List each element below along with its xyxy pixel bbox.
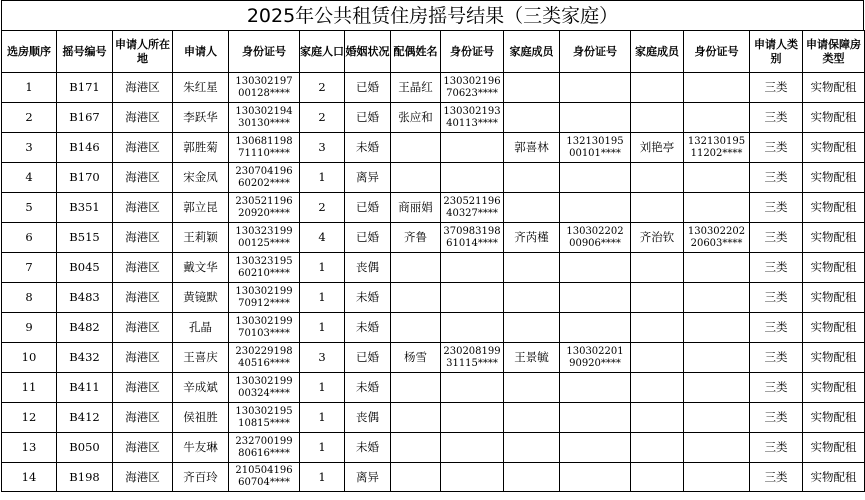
table-cell: 辛成斌 — [173, 373, 229, 403]
table-cell: B482 — [57, 313, 113, 343]
table-cell: 王景毓 — [504, 343, 560, 373]
table-cell: 130302202 00906**** — [560, 223, 631, 253]
table-cell: 实物配租 — [803, 463, 865, 492]
table-cell: 齐鲁 — [391, 223, 441, 253]
table-cell: 6 — [2, 223, 57, 253]
table-cell — [684, 253, 750, 283]
table-cell: 10 — [2, 343, 57, 373]
table-cell: 12 — [2, 403, 57, 433]
table-cell: 130302199 00324**** — [229, 373, 300, 403]
table-row — [2, 73, 865, 103]
table-cell: 3 — [300, 343, 345, 373]
table-cell: 1 — [300, 313, 345, 343]
table-cell: 已婚 — [345, 343, 391, 373]
table-cell: 海港区 — [113, 193, 173, 223]
table-cell: 王莉颖 — [173, 223, 229, 253]
table-cell — [560, 253, 631, 283]
table-cell — [684, 433, 750, 463]
table-cell: 三类 — [750, 133, 803, 163]
table-cell: B171 — [57, 73, 113, 103]
table-cell: 已婚 — [345, 73, 391, 103]
table-cell: 230521196 20920**** — [229, 193, 300, 223]
table-cell: 离异 — [345, 163, 391, 193]
table-cell: 三类 — [750, 373, 803, 403]
table-row — [2, 223, 865, 253]
table-cell — [684, 283, 750, 313]
table-cell: 130302193 40113**** — [441, 103, 504, 133]
table-cell: 已婚 — [345, 103, 391, 133]
table-cell — [631, 343, 684, 373]
table-cell — [684, 193, 750, 223]
table-body — [2, 73, 865, 492]
table-cell — [504, 163, 560, 193]
table-cell: 13 — [2, 433, 57, 463]
table-cell: 1 — [300, 373, 345, 403]
table-cell — [391, 433, 441, 463]
column-header: 申请人所在地 — [113, 31, 173, 73]
table-cell: 130302201 90920**** — [560, 343, 631, 373]
table-cell: 三类 — [750, 463, 803, 492]
table-cell — [684, 463, 750, 492]
table-header — [2, 31, 865, 73]
table-cell: 海港区 — [113, 283, 173, 313]
table-cell — [391, 373, 441, 403]
table-cell: 210504196 60704**** — [229, 463, 300, 492]
table-cell: 三类 — [750, 283, 803, 313]
table-row — [2, 463, 865, 492]
table-cell: 海港区 — [113, 163, 173, 193]
table-cell: B483 — [57, 283, 113, 313]
table-cell: 实物配租 — [803, 163, 865, 193]
table-cell: B050 — [57, 433, 113, 463]
table-cell: 丧偶 — [345, 253, 391, 283]
table-cell: 李跃华 — [173, 103, 229, 133]
column-header: 婚姻状况 — [345, 31, 391, 73]
table-cell — [441, 313, 504, 343]
table-cell — [391, 403, 441, 433]
table-cell — [560, 373, 631, 403]
table-cell: 实物配租 — [803, 373, 865, 403]
table-cell — [631, 253, 684, 283]
table-cell: 实物配租 — [803, 103, 865, 133]
table-cell: 1 — [300, 253, 345, 283]
table-cell: 齐治钦 — [631, 223, 684, 253]
table-cell: 未婚 — [345, 313, 391, 343]
table-cell: 实物配租 — [803, 253, 865, 283]
table-row — [2, 343, 865, 373]
table-cell — [684, 313, 750, 343]
table-cell — [391, 313, 441, 343]
table-cell — [631, 433, 684, 463]
table-cell — [560, 313, 631, 343]
table-cell: 海港区 — [113, 73, 173, 103]
table-cell — [441, 373, 504, 403]
table-cell: 130302195 10815**** — [229, 403, 300, 433]
table-cell: 232700199 80616**** — [229, 433, 300, 463]
table-cell: B146 — [57, 133, 113, 163]
table-cell — [504, 373, 560, 403]
table-cell: 7 — [2, 253, 57, 283]
table-cell: 三类 — [750, 193, 803, 223]
table-cell: 1 — [300, 163, 345, 193]
table-cell — [684, 373, 750, 403]
table-cell — [391, 463, 441, 492]
table-cell: 海港区 — [113, 313, 173, 343]
table-cell: 2 — [300, 73, 345, 103]
table-cell: 230704196 60202**** — [229, 163, 300, 193]
table-cell: B515 — [57, 223, 113, 253]
lottery-results-table — [1, 30, 865, 492]
table-cell — [631, 373, 684, 403]
table-cell: 齐百玲 — [173, 463, 229, 492]
table-cell: 130681198 71110**** — [229, 133, 300, 163]
table-cell: 实物配租 — [803, 193, 865, 223]
column-header: 申请人 — [173, 31, 229, 73]
table-cell: 9 — [2, 313, 57, 343]
table-cell — [391, 163, 441, 193]
table-cell: 130302194 30130**** — [229, 103, 300, 133]
header-row — [2, 31, 865, 73]
table-cell: 牛友琳 — [173, 433, 229, 463]
table-cell: 戴文华 — [173, 253, 229, 283]
table-cell: B432 — [57, 343, 113, 373]
table-cell: 杨雪 — [391, 343, 441, 373]
table-row — [2, 163, 865, 193]
table-cell — [684, 343, 750, 373]
table-cell: 2 — [300, 193, 345, 223]
table-cell — [684, 163, 750, 193]
table-cell: 三类 — [750, 343, 803, 373]
table-cell: 海港区 — [113, 133, 173, 163]
table-cell: 实物配租 — [803, 403, 865, 433]
table-cell — [504, 403, 560, 433]
table-cell — [631, 283, 684, 313]
table-cell: 三类 — [750, 253, 803, 283]
table-row — [2, 193, 865, 223]
table-cell — [631, 463, 684, 492]
table-cell — [391, 283, 441, 313]
table-cell: 实物配租 — [803, 433, 865, 463]
table-cell: 黄镜默 — [173, 283, 229, 313]
table-cell — [504, 283, 560, 313]
table-cell: 三类 — [750, 313, 803, 343]
table-cell: B045 — [57, 253, 113, 283]
table-cell — [441, 163, 504, 193]
table-cell: 三类 — [750, 73, 803, 103]
table-cell: 4 — [2, 163, 57, 193]
table-cell — [441, 133, 504, 163]
table-cell — [441, 463, 504, 492]
table-cell: 2 — [2, 103, 57, 133]
table-cell: 1 — [300, 463, 345, 492]
table-cell — [441, 403, 504, 433]
table-cell: 11 — [2, 373, 57, 403]
table-cell: 130302196 70623**** — [441, 73, 504, 103]
table-cell: 1 — [300, 283, 345, 313]
table-cell — [441, 283, 504, 313]
table-cell: 离异 — [345, 463, 391, 492]
table-cell — [631, 163, 684, 193]
table-cell: 海港区 — [113, 103, 173, 133]
table-cell — [441, 433, 504, 463]
table-cell: 实物配租 — [803, 313, 865, 343]
table-row — [2, 433, 865, 463]
table-cell: 230229198 40516**** — [229, 343, 300, 373]
table-cell: 三类 — [750, 223, 803, 253]
table-cell: 海港区 — [113, 373, 173, 403]
table-cell: 张应和 — [391, 103, 441, 133]
table-cell — [504, 103, 560, 133]
table-row — [2, 283, 865, 313]
table-cell — [684, 73, 750, 103]
table-cell — [560, 463, 631, 492]
table-cell — [631, 73, 684, 103]
table-cell: 侯祖胜 — [173, 403, 229, 433]
table-cell: 8 — [2, 283, 57, 313]
table-row — [2, 313, 865, 343]
table-cell: 三类 — [750, 403, 803, 433]
table-cell: 海港区 — [113, 253, 173, 283]
table-cell — [684, 403, 750, 433]
table-cell: 郭立昆 — [173, 193, 229, 223]
table-cell: 1 — [300, 403, 345, 433]
table-cell: 齐芮槿 — [504, 223, 560, 253]
table-cell: 丧偶 — [345, 403, 391, 433]
table-cell: 230208199 31115**** — [441, 343, 504, 373]
table-cell: 130302199 70103**** — [229, 313, 300, 343]
table-cell: 刘艳亭 — [631, 133, 684, 163]
table-cell: 370983198 61014**** — [441, 223, 504, 253]
table-cell: 朱红星 — [173, 73, 229, 103]
table-cell: 海港区 — [113, 463, 173, 492]
table-cell: 郭胜菊 — [173, 133, 229, 163]
table-cell: 5 — [2, 193, 57, 223]
column-header: 配偶姓名 — [391, 31, 441, 73]
table-cell: 王晶红 — [391, 73, 441, 103]
table-cell: 130323195 60210**** — [229, 253, 300, 283]
table-cell: B198 — [57, 463, 113, 492]
document-title: 2025年公共租赁住房摇号结果（三类家庭） — [1, 0, 864, 30]
table-cell: 三类 — [750, 433, 803, 463]
table-cell: 未婚 — [345, 373, 391, 403]
table-cell: 三类 — [750, 103, 803, 133]
column-header: 家庭成员 — [504, 31, 560, 73]
column-header: 家庭人口 — [300, 31, 345, 73]
table-cell: B167 — [57, 103, 113, 133]
table-row — [2, 253, 865, 283]
table-cell — [560, 193, 631, 223]
column-header: 申请保障房类型 — [803, 31, 865, 73]
table-cell — [631, 313, 684, 343]
table-cell: 已婚 — [345, 193, 391, 223]
column-header: 申请人类别 — [750, 31, 803, 73]
table-cell — [504, 463, 560, 492]
table-cell: 未婚 — [345, 133, 391, 163]
table-cell: 海港区 — [113, 403, 173, 433]
table-cell: 未婚 — [345, 283, 391, 313]
table-cell: 130323199 00125**** — [229, 223, 300, 253]
table-cell: B351 — [57, 193, 113, 223]
table-cell: 宋金凤 — [173, 163, 229, 193]
table-cell: 实物配租 — [803, 283, 865, 313]
table-cell: 132130195 00101**** — [560, 133, 631, 163]
table-row — [2, 133, 865, 163]
table-cell: 130302199 70912**** — [229, 283, 300, 313]
table-cell: 1 — [2, 73, 57, 103]
column-header: 家庭成员 — [631, 31, 684, 73]
table-cell — [631, 193, 684, 223]
table-cell: 未婚 — [345, 433, 391, 463]
table-cell: 郭喜林 — [504, 133, 560, 163]
table-cell — [391, 133, 441, 163]
table-cell: 实物配租 — [803, 133, 865, 163]
table-cell: 3 — [2, 133, 57, 163]
table-cell: 已婚 — [345, 223, 391, 253]
table-cell — [504, 433, 560, 463]
table-cell: B411 — [57, 373, 113, 403]
table-cell — [504, 193, 560, 223]
column-header: 身份证号 — [684, 31, 750, 73]
table-cell: 230521196 40327**** — [441, 193, 504, 223]
table-cell: 130302202 20603**** — [684, 223, 750, 253]
table-cell: 14 — [2, 463, 57, 492]
table-row — [2, 403, 865, 433]
table-cell: 实物配租 — [803, 73, 865, 103]
table-cell: 实物配租 — [803, 223, 865, 253]
table-cell: 1 — [300, 433, 345, 463]
table-row — [2, 103, 865, 133]
column-header: 身份证号 — [560, 31, 631, 73]
table-cell: 三类 — [750, 163, 803, 193]
table-cell — [504, 73, 560, 103]
table-cell: B170 — [57, 163, 113, 193]
column-header: 选房顺序 — [2, 31, 57, 73]
table-cell: 海港区 — [113, 223, 173, 253]
table-cell: 132130195 11202**** — [684, 133, 750, 163]
table-cell: 4 — [300, 223, 345, 253]
table-cell — [560, 403, 631, 433]
table-cell — [560, 103, 631, 133]
table-cell: 商丽娟 — [391, 193, 441, 223]
table-cell: 实物配租 — [803, 343, 865, 373]
table-cell — [560, 433, 631, 463]
column-header: 摇号编号 — [57, 31, 113, 73]
table-cell — [631, 403, 684, 433]
table-cell — [560, 283, 631, 313]
table-cell — [560, 73, 631, 103]
column-header: 身份证号 — [229, 31, 300, 73]
table-cell: 王喜庆 — [173, 343, 229, 373]
table-cell: 海港区 — [113, 343, 173, 373]
table-cell: B412 — [57, 403, 113, 433]
table-cell — [560, 163, 631, 193]
table-row — [2, 373, 865, 403]
table-cell: 3 — [300, 133, 345, 163]
table-cell: 孔晶 — [173, 313, 229, 343]
table-cell — [504, 253, 560, 283]
table-cell: 海港区 — [113, 433, 173, 463]
table-cell — [504, 313, 560, 343]
table-cell — [684, 103, 750, 133]
table-cell — [631, 103, 684, 133]
table-cell — [441, 253, 504, 283]
table-cell — [391, 253, 441, 283]
table-cell: 130302197 00128**** — [229, 73, 300, 103]
column-header: 身份证号 — [441, 31, 504, 73]
table-cell: 2 — [300, 103, 345, 133]
